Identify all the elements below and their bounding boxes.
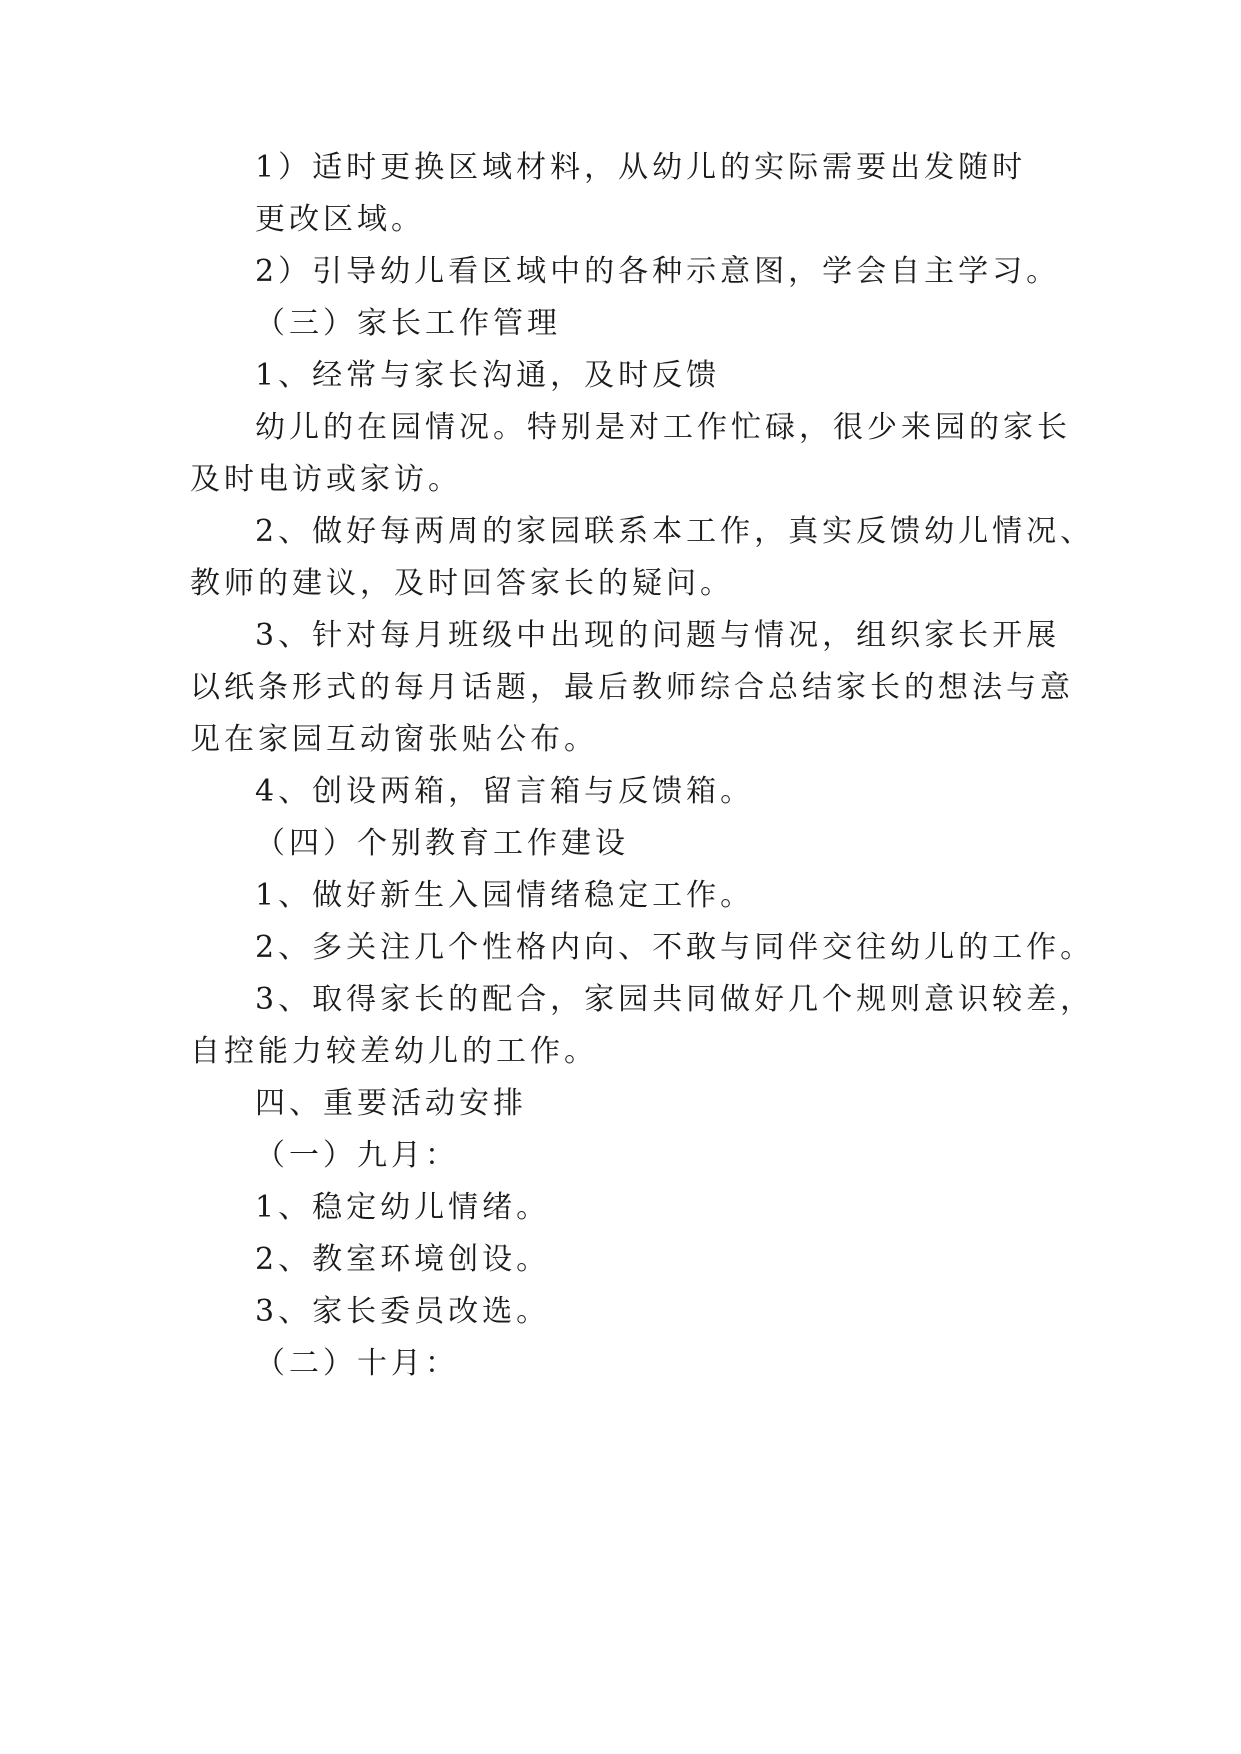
section-heading: （一）九月：: [255, 1138, 459, 1173]
paragraph-line: 1）适时更换区域材料，从幼儿的实际需要出发随时: [255, 150, 1027, 185]
paragraph-line: 2、做好每两周的家园联系本工作，真实反馈幼儿情况、: [255, 514, 1095, 549]
paragraph-line: 1、经常与家长沟通，及时反馈: [255, 358, 721, 393]
paragraph-line: 及时电访或家访。: [190, 462, 462, 497]
section-heading: 四、重要活动安排: [255, 1086, 527, 1121]
paragraph-line: 幼儿的在园情况。特别是对工作忙碌，很少来园的家长: [255, 410, 1071, 445]
paragraph-line: 2）引导幼儿看区域中的各种示意图，学会自主学习。: [255, 254, 1061, 289]
paragraph-line: 以纸条形式的每月话题，最后教师综合总结家长的想法与意: [190, 670, 1074, 705]
paragraph-line: 自控能力较差幼儿的工作。: [190, 1034, 598, 1069]
paragraph-line: 2、教室环境创设。: [255, 1242, 551, 1277]
paragraph-line: 4、创设两箱，留言箱与反馈箱。: [255, 774, 755, 809]
paragraph-line: 1、做好新生入园情绪稳定工作。: [255, 878, 755, 913]
paragraph-line: 更改区域。: [255, 202, 425, 237]
paragraph-line: 教师的建议，及时回答家长的疑问。: [190, 566, 734, 601]
paragraph-line: 见在家园互动窗张贴公布。: [190, 722, 598, 757]
paragraph-line: 3、取得家长的配合，家园共同做好几个规则意识较差，: [255, 982, 1095, 1017]
section-heading: （二）十月：: [255, 1346, 459, 1381]
section-heading: （四）个别教育工作建设: [255, 826, 629, 861]
paragraph-line: 3、针对每月班级中出现的问题与情况，组织家长开展: [255, 618, 1061, 653]
paragraph-line: 2、多关注几个性格内向、不敢与同伴交往幼儿的工作。: [255, 930, 1095, 965]
paragraph-line: 3、家长委员改选。: [255, 1294, 551, 1329]
paragraph-line: 1、稳定幼儿情绪。: [255, 1190, 551, 1225]
section-heading: （三）家长工作管理: [255, 306, 561, 341]
